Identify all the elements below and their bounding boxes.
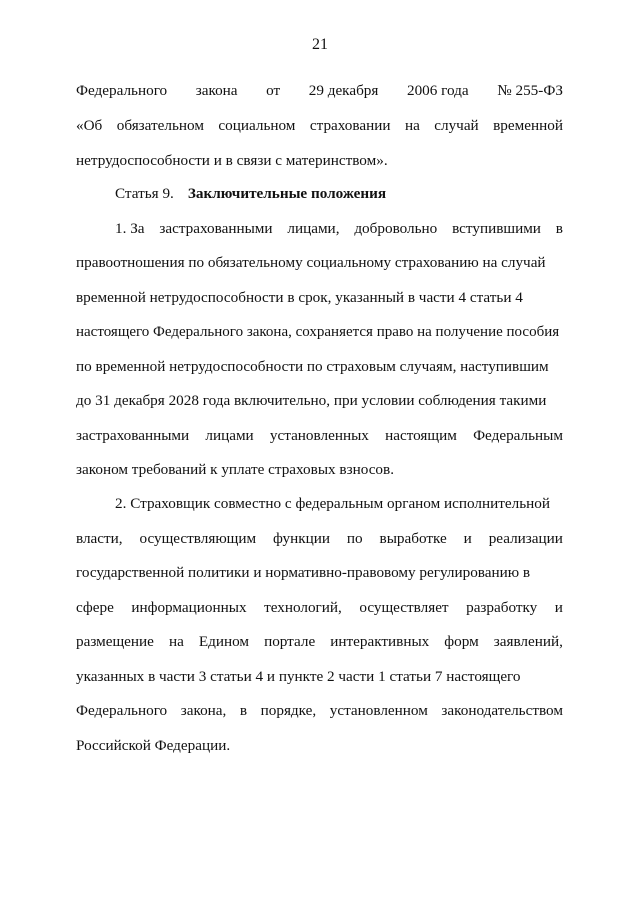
word: обязательном (116, 117, 204, 134)
word: «Об (76, 117, 103, 134)
paragraph1-line-6: до 31 декабря 2028 года включительно, при условии соблюдения такими (76, 392, 547, 409)
page-number: 21 (312, 36, 328, 53)
paragraph2-line-8: Российской Федерации. (76, 737, 231, 754)
word: власти, (76, 530, 123, 547)
word: в (555, 220, 563, 237)
word: случай (434, 117, 479, 134)
word: Едином (198, 633, 250, 650)
word: Федерального (76, 82, 168, 99)
paragraph1-line-2: правоотношения по обязательному социальному страхованию на случай (76, 254, 546, 271)
article-heading (115, 184, 386, 204)
paragraph2-line-7 (76, 701, 563, 721)
word: установленных (269, 427, 369, 444)
word: Федерального (76, 702, 168, 719)
word: застрахованными (76, 427, 190, 444)
word: технологий, (264, 599, 342, 616)
paragraph2-line-2 (76, 529, 563, 549)
word: осуществляющим (139, 530, 257, 547)
word: функции (273, 530, 330, 547)
word: на (404, 117, 420, 134)
word: и (463, 530, 472, 547)
word: и (554, 599, 563, 616)
intro-line-2 (76, 116, 563, 136)
word: 1. За (115, 220, 145, 237)
word: 29 декабря (308, 82, 379, 99)
word: закона (195, 82, 238, 99)
word: реализации (488, 530, 563, 547)
word: в (239, 702, 248, 719)
word: вступившими (452, 220, 541, 237)
word: на (168, 633, 184, 650)
intro-line-1 (76, 81, 563, 101)
paragraph1-line-1 (115, 219, 563, 239)
article-label: Статья 9. (115, 185, 174, 202)
word: заявлений, (493, 633, 563, 650)
paragraph2-line-4 (76, 598, 563, 618)
word: выработке (379, 530, 447, 547)
paragraph1-line-5: по временной нетрудоспособности по страховым случаям, наступившим (76, 358, 549, 375)
word: временной (493, 117, 563, 134)
word: форм (444, 633, 479, 650)
word: добровольно (354, 220, 438, 237)
word: 2006 года (406, 82, 469, 99)
paragraph1-line-3: временной нетрудоспособности в срок, указанный в части 4 статьи 4 (76, 289, 523, 306)
paragraph2-line-3: государственной политики и нормативно-правовому регулированию в (76, 564, 531, 581)
word: информационных (131, 599, 247, 616)
word: социальном (218, 117, 296, 134)
word: закона, (180, 702, 227, 719)
word: страховании (309, 117, 391, 134)
paragraph1-line-7 (76, 426, 563, 446)
word: Федеральным (473, 427, 563, 444)
paragraph1-line-4: настоящего Федерального закона, сохраняется право на получение пособия (76, 324, 560, 340)
word: сфере (76, 599, 114, 616)
word: разработку (466, 599, 538, 616)
intro-line-3: нетрудоспособности и в связи с материнством». (76, 152, 388, 169)
word: порядке, (260, 702, 317, 719)
word: законодательством (441, 702, 563, 719)
word: лицами (205, 427, 254, 444)
word: № 255-ФЗ (497, 82, 563, 99)
word: по (346, 530, 363, 547)
word: осуществляет (359, 599, 449, 616)
article-title: Заключительные положения (187, 185, 387, 202)
word: лицами, (287, 220, 340, 237)
paragraph2-line-5 (76, 632, 563, 652)
word: интерактивных (330, 633, 430, 650)
word: застрахованными (159, 220, 273, 237)
word: от (266, 82, 281, 99)
paragraph2-line-1: 2. Страховщик совместно с федеральным органом исполнительной (115, 495, 550, 512)
paragraph2-line-6: указанных в части 3 статьи 4 и пункте 2 части 1 статьи 7 настоящего (76, 668, 521, 685)
word: портале (264, 633, 316, 650)
word: размещение (76, 633, 154, 650)
paragraph1-line-8: законом требований к уплате страховых взносов. (76, 461, 394, 478)
word: установленном (329, 702, 428, 719)
word: настоящим (385, 427, 457, 444)
